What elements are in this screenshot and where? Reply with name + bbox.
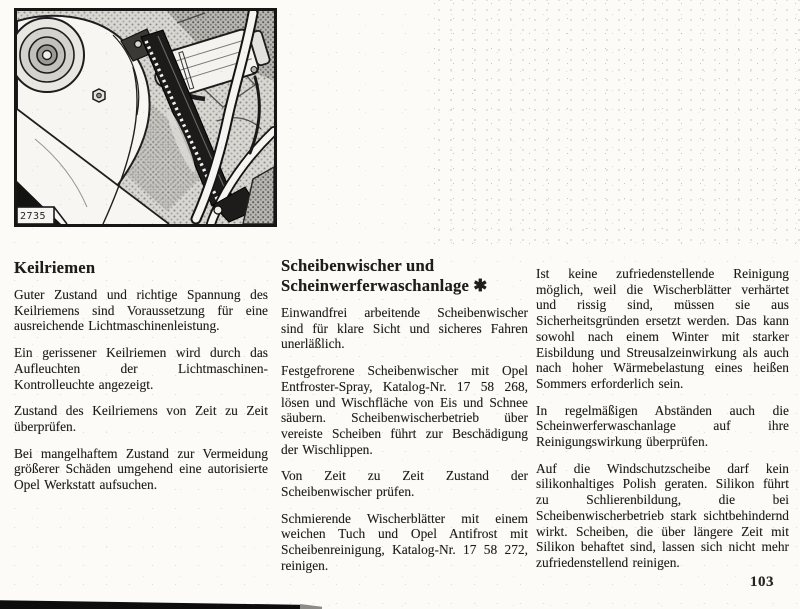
heading-keilriemen: Keilriemen xyxy=(14,258,96,277)
scan-artifact-strip-tail xyxy=(300,604,322,609)
paragraph-keilriemen-2: Ein gerissener Keilriemen wird durch das Aufleuchten der Lichtmaschinen-Kontrolleuchte angezeigt. xyxy=(14,345,268,392)
paragraph-cont-3: Auf die Windschutzscheibe darf kein silikonhaltiges Polish geraten. Silikon führt zu Schlierenbildung, die bei Scheibenwischerbetrieb stark sichtbehindernd wirkt. Scheiben, die über längere Zeit mit Silikon behaftet sind, lassen sich nicht mehr zufriedenstellend reinigen. xyxy=(536,460,789,570)
fan-pulley-drawing xyxy=(17,18,84,92)
page-number: 103 xyxy=(750,574,774,590)
paragraph-keilriemen-4: Bei mangelhaftem Zustand zur Vermeidung größerer Schäden umgehend eine autorisierte Opel Werkstatt aufsuchen. xyxy=(14,445,268,493)
engine-line-drawing xyxy=(17,11,274,224)
paragraph-cont-2: In regelmäßigen Abständen auch die Scheinwerferwaschanlage auf ihre Reinigungswirkung überprüfen. xyxy=(536,402,789,450)
scan-noise-topright xyxy=(430,0,800,245)
scan-artifact-strip xyxy=(0,598,305,609)
heading-line-2: Scheinwerferwaschanlage ✱ xyxy=(281,276,488,295)
paragraph-wischer-2: Festgefrorene Scheibenwischer mit Opel Entfroster-Spray, Katalog-Nr. 17 58 268, lösen und Wischfläche von Eis und Schnee säubern. Scheibenwischerbetrieb über vereiste Scheiben führt zur Beschädigung der Wischlippen. xyxy=(281,363,528,457)
paragraph-wischer-3: Von Zeit zu Zeit Zustand der Scheibenwischer prüfen. xyxy=(281,468,528,500)
heading-scheibenwischer xyxy=(281,256,528,296)
paragraph-keilriemen-3: Zustand des Keilriemens von Zeit zu Zeit überprüfen. xyxy=(14,403,268,434)
paragraph-wischer-1: Einwandfrei arbeitende Scheibenwischer sind für klare Sicht und sicheres Fahren unerläßlich. xyxy=(281,305,528,352)
column-continuation xyxy=(536,266,789,582)
figure-number: 2735 xyxy=(19,211,49,223)
column-scheibenwischer xyxy=(281,256,528,585)
paragraph-keilriemen-1: Guter Zustand und richtige Spannung des Keilriemens sind Voraussetzung für eine ausreichende Lichtmaschinenleistung. xyxy=(14,287,268,334)
bolt-nut-drawing xyxy=(93,89,105,102)
heading-line-1: Scheibenwischer und xyxy=(281,256,435,275)
paragraph-wischer-4: Schmierende Wischerblätter mit einem weichen Tuch und Opel Antifrost mit Scheibenreinigung, Katalog-Nr. 17 58 272, reinigen. xyxy=(281,510,528,573)
engine-illustration-figure xyxy=(14,8,277,227)
column-keilriemen xyxy=(14,258,268,504)
paragraph-cont-1: Ist keine zufriedenstellende Reinigung möglich, weil die Wischerblätter verhärtet und rissig sind, müssen sie aus Sicherheitsgründen ersetzt werden. Das kann sowohl nach einem Winter mit starker Eisbildung und Streusalzeinwirkung als auch nach hoher Wärmebelastung eines heißen Sommers erforderlich sein. xyxy=(536,266,789,391)
